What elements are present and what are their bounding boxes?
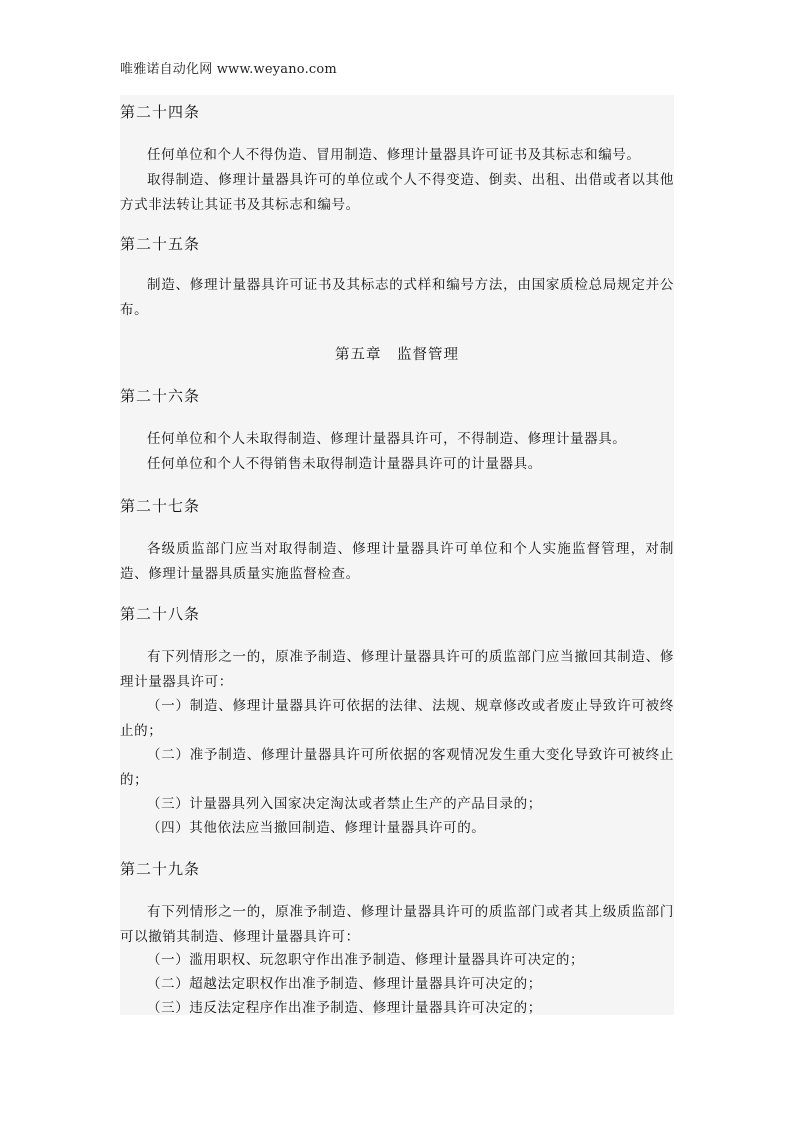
article-27-para-1: 各级质监部门应当对取得制造、修理计量器具许可单位和个人实施监督管理，对制造、修理计量器具质量实施监督检查。 bbox=[120, 541, 674, 582]
article-29-title: 第二十九条 bbox=[120, 860, 201, 878]
article-28-para-1: 有下列情形之一的，原准予制造、修理计量器具许可的质监部门应当撤回其制造、修理计量器具许可： bbox=[120, 649, 674, 690]
document-body bbox=[120, 95, 674, 1015]
article-25-para-1: 制造、修理计量器具许可证书及其标志的式样和编号方法，由国家质检总局规定并公布。 bbox=[120, 277, 674, 318]
article-28-item-3: （三）计量器具列入国家决定淘汰或者禁止生产的产品目录的； bbox=[147, 796, 542, 812]
site-header: 唯雅诺自动化网 www.weyano.com bbox=[120, 62, 337, 77]
article-29-para-1: 有下列情形之一的，原准予制造、修理计量器具许可的质监部门或者其上级质监部门可以撤销其制造、修理计量器具许可： bbox=[120, 904, 674, 945]
article-26-title: 第二十六条 bbox=[120, 387, 201, 405]
article-26-para-1: 任何单位和个人未取得制造、修理计量器具许可，不得制造、修理计量器具。 bbox=[147, 431, 627, 447]
article-24-para-1: 任何单位和个人不得伪造、冒用制造、修理计量器具许可证书及其标志和编号。 bbox=[147, 147, 641, 163]
article-24-title: 第二十四条 bbox=[120, 103, 201, 121]
article-29-item-1: （一）滥用职权、玩忽职守作出准予制造、修理计量器具许可决定的； bbox=[147, 952, 585, 968]
article-28-item-4: （四）其他依法应当撤回制造、修理计量器具许可的。 bbox=[147, 820, 486, 836]
article-26-para-2: 任何单位和个人不得销售未取得制造计量器具许可的计量器具。 bbox=[147, 456, 542, 472]
chapter-5-heading: 第五章 监督管理 bbox=[335, 347, 459, 363]
article-28-item-1: （一）制造、修理计量器具许可依据的法律、法规、规章修改或者废止导致许可被终止的； bbox=[120, 698, 674, 739]
article-25-title: 第二十五条 bbox=[120, 235, 201, 253]
article-28-title: 第二十八条 bbox=[120, 605, 201, 623]
article-28-item-2: （二）准予制造、修理计量器具许可所依据的客观情况发生重大变化导致许可被终止的； bbox=[120, 747, 674, 788]
article-24-para-2: 取得制造、修理计量器具许可的单位或个人不得变造、倒卖、出租、出借或者以其他方式非法转让其证书及其标志和编号。 bbox=[120, 172, 674, 213]
article-29-item-3: （三）违反法定程序作出准予制造、修理计量器具许可决定的； bbox=[147, 1000, 542, 1016]
article-27-title: 第二十七条 bbox=[120, 497, 201, 515]
article-29-item-2: （二）超越法定职权作出准予制造、修理计量器具许可决定的； bbox=[147, 976, 542, 992]
